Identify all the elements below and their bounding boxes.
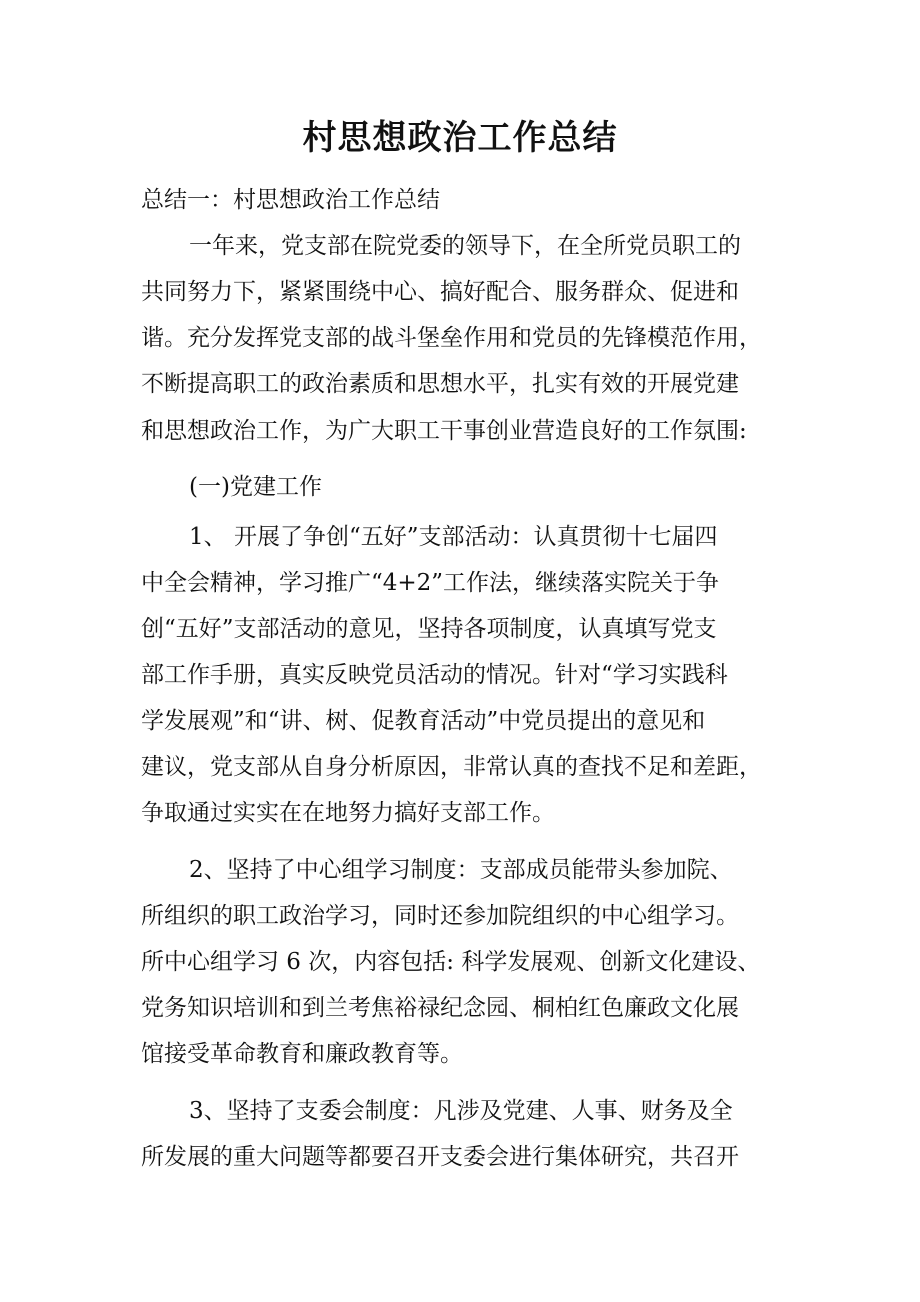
paragraph-line: 争取通过实实在在地努力搞好支部工作。 xyxy=(141,800,555,826)
paragraph-line: 谐。充分发挥党支部的战斗堡垒作用和党员的先锋模范作用， xyxy=(141,325,762,351)
paragraph-line: 所组织的职工政治学习，同时还参加院组织的中心组学习。 xyxy=(141,903,739,929)
paragraph-line: 和思想政治工作，为广大职工干事创业营造良好的工作氛围: xyxy=(141,418,747,444)
paragraph-line: 所中心组学习 6 次，内容包括: 科学发展观、创新文化建设、 xyxy=(141,949,761,975)
section-heading: 总结一：村思想政治工作总结 xyxy=(141,187,440,213)
paragraph-line: 3、坚持了支委会制度：凡涉及党建、人事、财务及全 xyxy=(189,1098,733,1124)
paragraph-line: 部工作手册，真实反映党员活动的情况。针对“学习实践科 xyxy=(141,662,728,688)
paragraph-line: 中全会精神，学习推广“4+2”工作法，继续落实院关于争 xyxy=(141,570,720,596)
paragraph-line: 建议，党支部从自身分析原因，非常认真的查找不足和差距， xyxy=(141,754,762,780)
paragraph-line: 所发展的重大问题等都要召开支委会进行集体研究，共召开 xyxy=(141,1144,739,1170)
paragraph-line: 1、 开展了争创“五好”支部活动：认真贯彻十七届四 xyxy=(189,524,718,550)
paragraph-line: 一年来，党支部在院党委的领导下，在全所党员职工的 xyxy=(189,233,741,259)
paragraph-line: 馆接受革命教育和廉政教育等。 xyxy=(141,1041,463,1067)
paragraph-line: 不断提高职工的政治素质和思想水平，扎实有效的开展党建 xyxy=(141,371,739,397)
paragraph-line: 党务知识培训和到兰考焦裕禄纪念园、桐柏红色廉政文化展 xyxy=(141,995,739,1021)
paragraph-line: 2、坚持了中心组学习制度：支部成员能带头参加院、 xyxy=(189,857,733,883)
document-title: 村思想政治工作总结 xyxy=(302,118,618,158)
paragraph-line: 学发展观”和“讲、树、促教育活动”中党员提出的意见和 xyxy=(141,708,706,734)
paragraph-line: 创“五好”支部活动的意见，坚持各项制度，认真填写党支 xyxy=(141,616,717,642)
paragraph-line: 共同努力下，紧紧围绕中心、搞好配合、服务群众、促进和 xyxy=(141,279,739,305)
subsection-heading: (一)党建工作 xyxy=(189,474,322,500)
